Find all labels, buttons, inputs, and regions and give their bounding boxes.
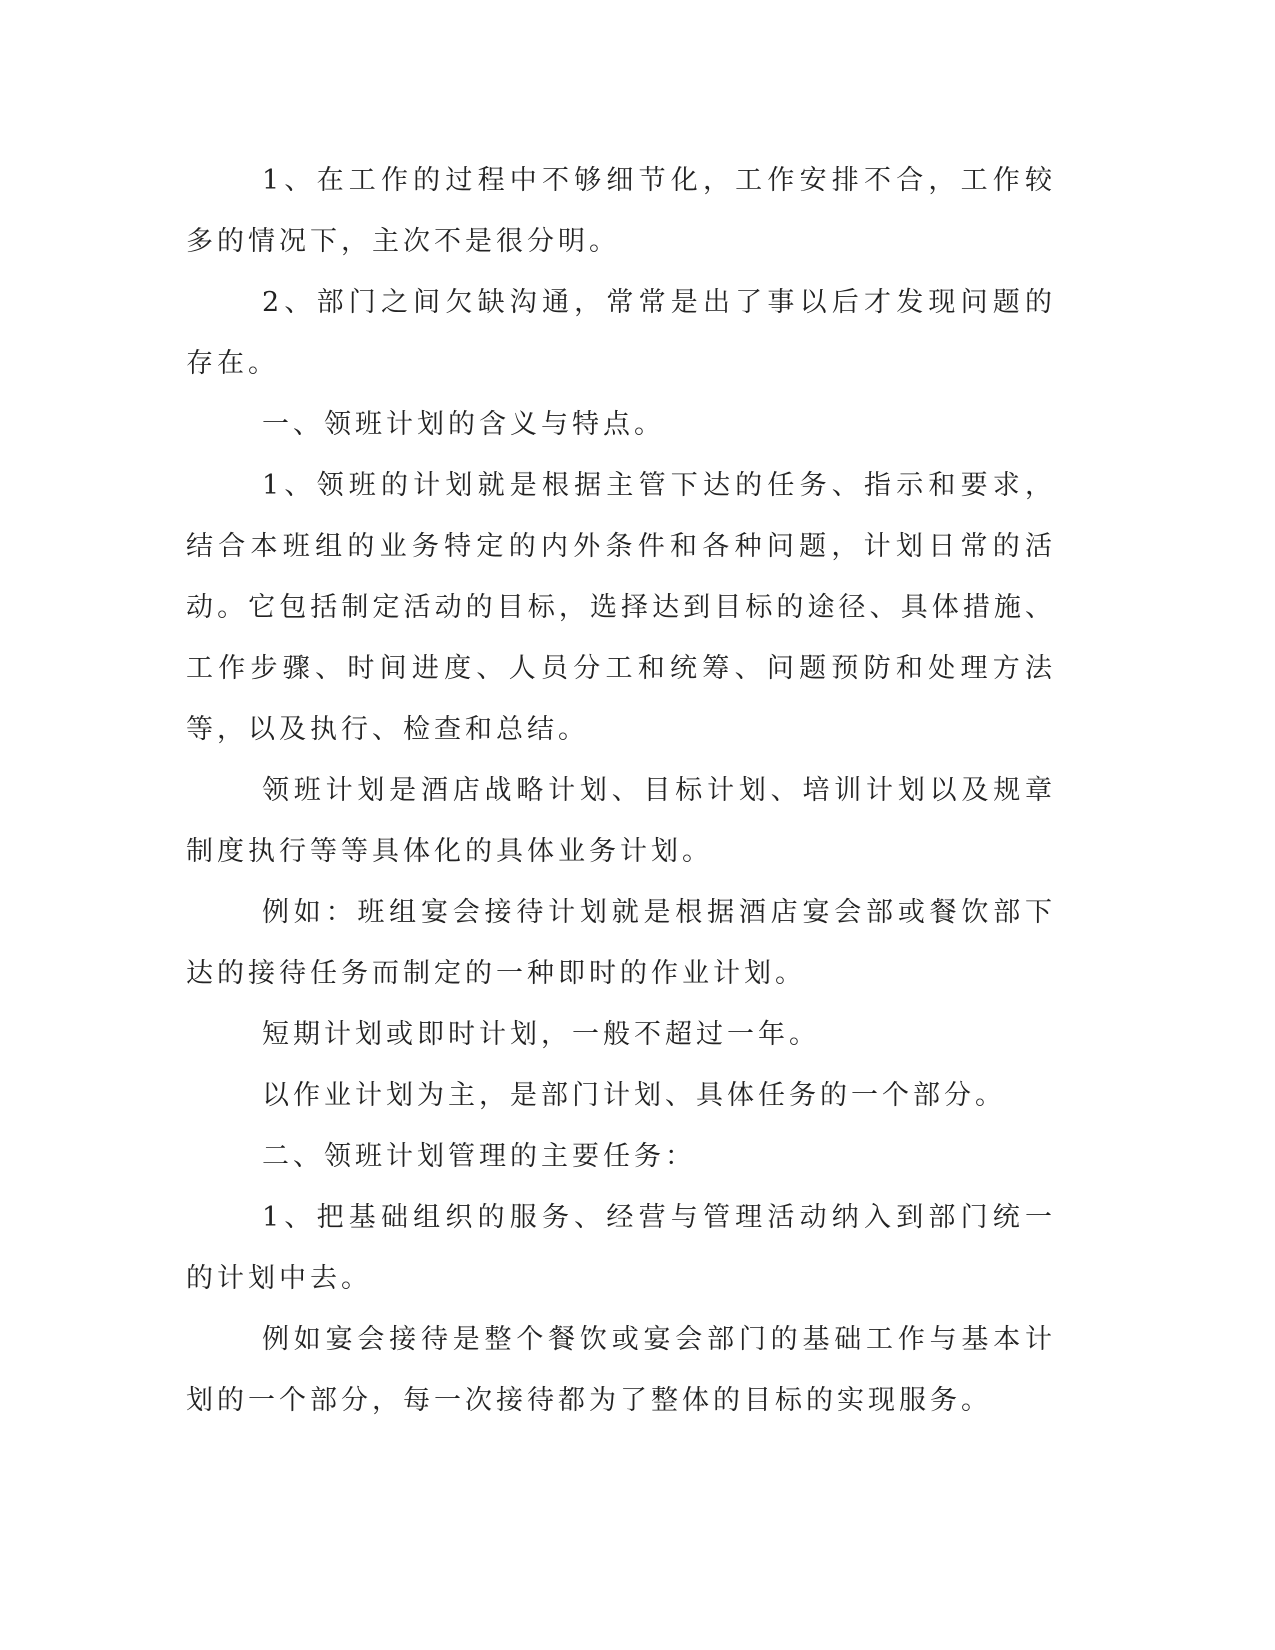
paragraph-5: 例如：班组宴会接待计划就是根据酒店宴会部或餐饮部下达的接待任务而制定的一种即时的作业计划。 — [186, 897, 1056, 989]
paragraph-3: 1、领班的计划就是根据主管下达的任务、指示和要求，结合本班组的业务特定的内外条件和各种问题，计划日常的活动。它包括制定活动的目标，选择达到目标的途径、具体措施、工作步骤、时间进度、人员分工和统筹、问题预防和处理方法等，以及执行、检查和总结。 — [186, 470, 1056, 745]
section-heading-1: 一、领班计划的含义与特点。 — [262, 409, 665, 440]
paragraph-6: 短期计划或即时计划，一般不超过一年。 — [262, 1019, 820, 1050]
paragraph-4: 领班计划是酒店战略计划、目标计划、培训计划以及规章制度执行等等具体化的具体业务计划。 — [186, 775, 1056, 867]
paragraph-1: 1、在工作的过程中不够细节化，工作安排不合，工作较多的情况下，主次不是很分明。 — [186, 165, 1056, 257]
document-body — [186, 150, 1056, 1431]
section-heading-2: 二、领班计划管理的主要任务： — [262, 1141, 696, 1172]
paragraph-8: 1、把基础组织的服务、经营与管理活动纳入到部门统一的计划中去。 — [186, 1202, 1056, 1294]
paragraph-9: 例如宴会接待是整个餐饮或宴会部门的基础工作与基本计划的一个部分，每一次接待都为了整体的目标的实现服务。 — [186, 1324, 1056, 1416]
paragraph-2: 2、部门之间欠缺沟通，常常是出了事以后才发现问题的存在。 — [186, 287, 1056, 379]
paragraph-7: 以作业计划为主，是部门计划、具体任务的一个部分。 — [262, 1080, 1006, 1111]
